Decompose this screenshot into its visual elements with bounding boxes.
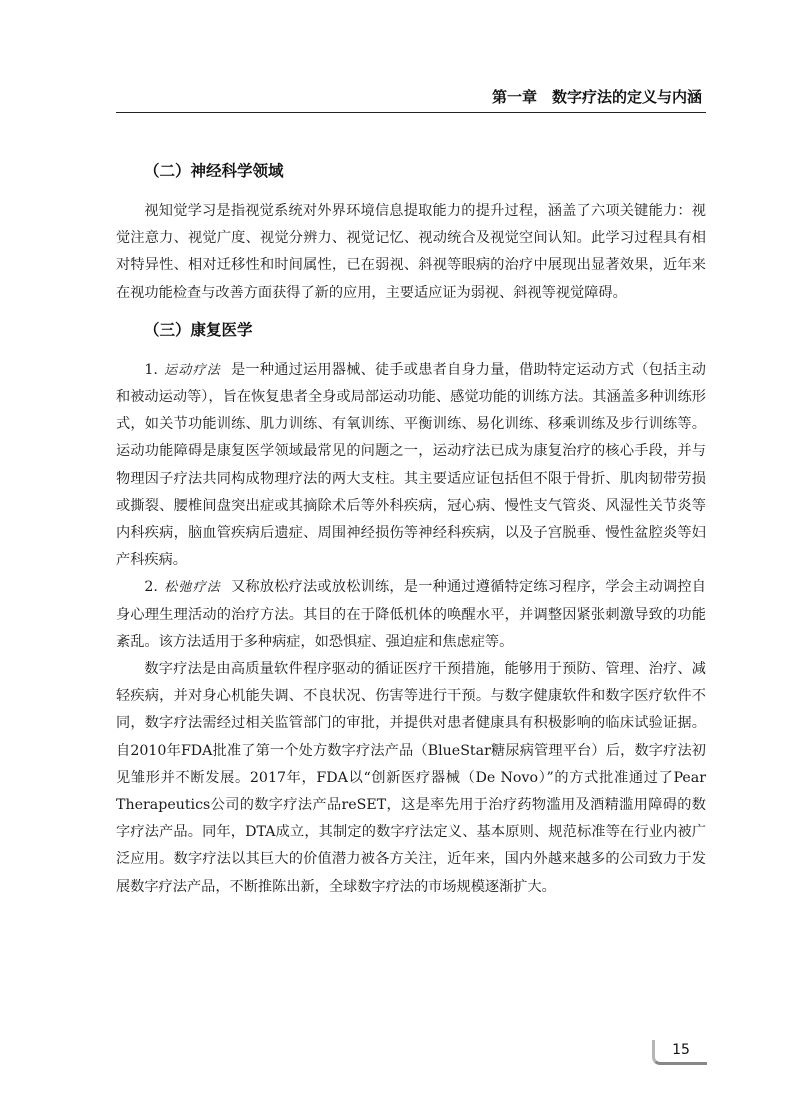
running-header	[116, 80, 706, 113]
item-text: 又称放松疗法或放松训练，是一种通过遵循特定练习程序，学会主动调控自身心理生理活动的治疗方法。其目的在于降低机体的唤醒水平，并调整因紧张刺激导致的功能紊乱。该方法适用于多种病症，如恐惧症、强迫症和焦虑症等。	[116, 579, 706, 650]
term-exercise-therapy: 运动疗法	[163, 362, 221, 378]
list-item-relaxation-therapy	[116, 574, 706, 656]
section-heading-rehabilitation: （三）康复医学	[144, 320, 253, 339]
paragraph-visual-perceptual-learning: 视知觉学习是指视觉系统对外界环境信息提取能力的提升过程，涵盖了六项关键能力：视觉注意力、视觉广度、视觉分辨力、视觉记忆、视动统合及视觉空间认知。此学习过程具有相对特异性、相对迁移性和时间属性，已在弱视、斜视等眼病的治疗中展现出显著效果，近年来在视功能检查与改善方面获得了新的应用，主要适应证为弱视、斜视等视觉障碍。	[116, 203, 706, 301]
term-relaxation-therapy: 松弛疗法	[163, 580, 221, 596]
item-number: 2.	[144, 579, 158, 596]
chapter-title: 第一章 数字疗法的定义与内涵	[491, 88, 702, 106]
section-heading-neuroscience: （二）神经科学领域	[144, 162, 284, 180]
paragraph-digital-therapeutics: 数字疗法是由高质量软件程序驱动的循证医疗干预措施，能够用于预防、管理、治疗、减轻疾病，并对身心机能失调、不良状况、伤害等进行干预。与数字健康软件和数字医疗软件不同，数字疗法需经过相关监管部门的审批，并提供对患者健康具有积极影响的临床试验证据。自2010年FDA批准了第一个处方数字疗法产品（BlueStar糖尿病管理平台）后，数字疗法初见雏形并不断发展。2017年，FDA以“创新医疗器械（De Novo）”的方式批准通过了Pear Therapeutics公司的数字疗法产品reSET，这是率先用于治疗药物滥用及酒精滥用障碍的数字疗法产品。同年，DTA成立，其制定的数字疗法定义、基本原则、规范标准等在行业内被广泛应用。数字疗法以其巨大的价值潜力被各方关注，近年来，国内外越来越多的公司致力于发展数字疗法产品，不断推陈出新，全球数字疗法的市场规模逐渐扩大。	[116, 661, 706, 895]
page-body	[116, 156, 706, 901]
item-text: 是一种通过运用器械、徒手或患者自身力量，借助特定运动方式（包括主动和被动运动等），旨在恢复患者全身或局部运动功能、感觉功能的训练方法。其涵盖多种训练形式，如关节功能训练、肌力训练、有氧训练、平衡训练、易化训练、移乘训练及步行训练等。运动功能障碍是康复医学领域最常见的问题之一，运动疗法已成为康复治疗的核心手段，并与物理因子疗法共同构成物理疗法的两大支柱。其主要适应证包括但不限于骨折、肌肉韧带劳损或撕裂、腰椎间盘突出症或其摘除术后等外科疾病，冠心病、慢性支气管炎、风湿性关节炎等内科疾病，脑血管疾病后遗症、周围神经损伤等神经科疾病，以及子宫脱垂、慢性盆腔炎等妇产科疾病。	[116, 361, 706, 569]
page-number: 15	[652, 1040, 707, 1065]
list-item-exercise-therapy	[116, 357, 706, 575]
item-number: 1.	[144, 361, 158, 378]
